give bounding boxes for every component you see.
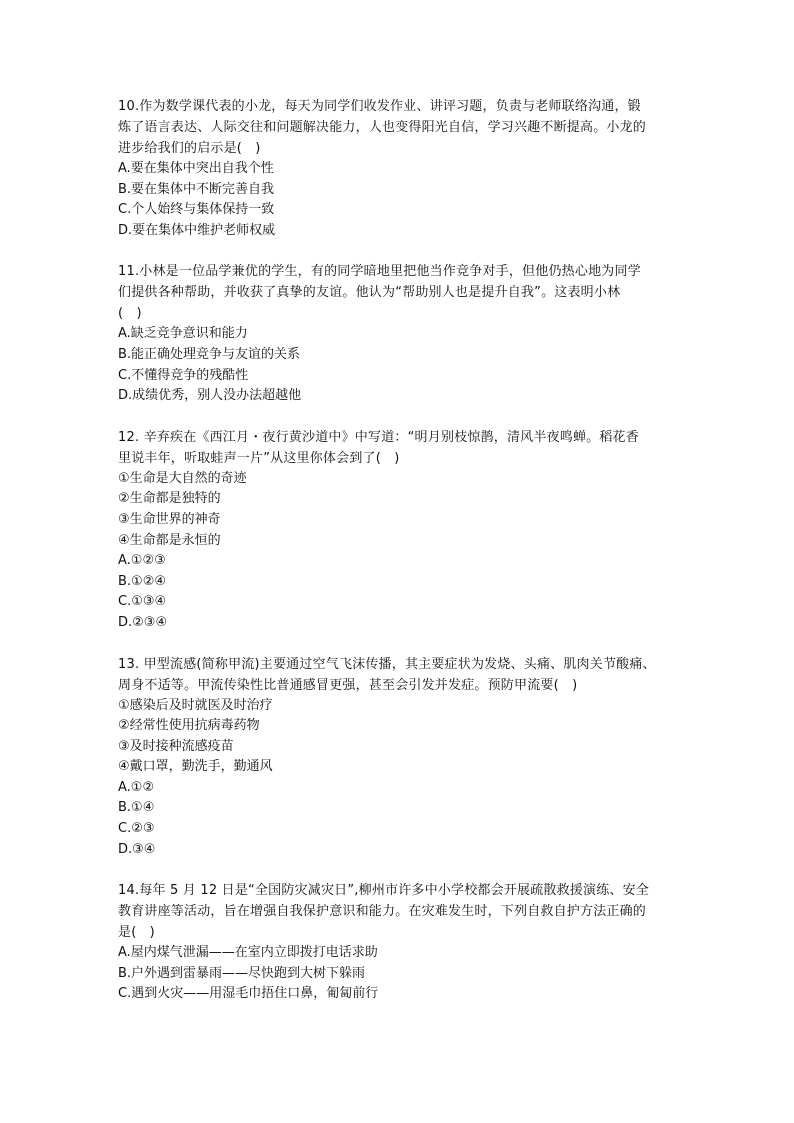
statement-3: ③及时接种流感疫苗 xyxy=(118,738,234,754)
stem-line: 14.每年 5 月 12 日是“全国防灾减灾日”,柳州市许多中小学校都会开展疏散救援演练、安全 xyxy=(118,883,650,899)
stem-line: 们提供各种帮助，并收获了真挚的友谊。他认为“帮助别人也是提升自我”。这表明小林 xyxy=(118,285,621,301)
stem-line: 炼了语言表达、人际交往和问题解决能力，人也变得阳光自信，学习兴趣不断提高。小龙的 xyxy=(118,120,647,135)
question-stem xyxy=(118,654,678,696)
statement-2: ②经常性使用抗病毒药物 xyxy=(118,718,260,734)
statement-3: ③生命世界的神奇 xyxy=(118,511,221,527)
stem-line: 周身不适等。甲流传染性比普通感冒更强，甚至会引发并发症。预防甲流要( ) xyxy=(118,677,578,693)
option-d: D.成绩优秀，别人没办法超越他 xyxy=(118,388,302,404)
question-11 xyxy=(118,261,678,406)
option-c: C.①③④ xyxy=(118,594,167,610)
stem-line: 进步给我们的启示是( ) xyxy=(118,141,261,156)
option-a: A.屋内煤气泄漏——在室内立即拨打电话求助 xyxy=(118,945,378,961)
option-a: A.要在集体中突出自我个性 xyxy=(118,161,274,176)
question-12 xyxy=(118,427,678,634)
stem-line: 是( ) xyxy=(118,925,155,941)
stem-line: 10.作为数学课代表的小龙，每天为同学们收发作业、讲评习题，负责与老师联络沟通，锻 xyxy=(118,99,641,114)
stem-line: 里说丰年，听取蛙声一片”从这里你体会到了( ) xyxy=(118,450,400,466)
option-c: C.遇到火灾——用湿毛巾捂住口鼻，匍匐前行 xyxy=(118,986,379,1002)
option-c: C.不懂得竞争的残酷性 xyxy=(118,367,249,383)
question-stem xyxy=(118,427,678,469)
option-d: D.②③④ xyxy=(118,614,168,630)
statement-1: ①生命是大自然的奇迹 xyxy=(118,470,247,486)
option-b: B.①②④ xyxy=(118,573,167,589)
option-a: A.①② xyxy=(118,779,155,795)
question-13 xyxy=(118,654,678,861)
stem-line: 12. 辛弃疾在《西江月・夜行黄沙道中》中写道：“明月别枝惊鹊，清风半夜鸣蝉。稻花香 xyxy=(118,429,639,445)
option-a: A.缺乏竞争意识和能力 xyxy=(118,326,248,342)
question-stem xyxy=(118,261,678,324)
statement-1: ①感染后及时就医及时治疗 xyxy=(118,697,273,713)
statement-2: ②生命都是独特的 xyxy=(118,491,221,507)
question-stem xyxy=(118,96,678,159)
option-b: B.要在集体中不断完善自我 xyxy=(118,181,275,197)
option-d: D.要在集体中维护老师权威 xyxy=(118,222,276,238)
statement-4: ④戴口罩，勤洗手，勤通风 xyxy=(118,759,273,775)
question-stem xyxy=(118,880,678,943)
option-b: B.能正确处理竞争与友谊的关系 xyxy=(118,346,301,362)
question-14 xyxy=(118,880,678,1005)
statement-4: ④生命都是永恒的 xyxy=(118,532,221,548)
stem-line: 教育讲座等活动，旨在增强自我保护意识和能力。在灾难发生时，下列自救自护方法正确的 xyxy=(118,904,647,920)
option-b: B.①④ xyxy=(118,800,155,816)
stem-line: 13. 甲型流感(简称甲流)主要通过空气飞沫传播，其主要症状为发烧、头痛、肌肉关节酸痛、 xyxy=(118,656,656,672)
stem-line: ( ) xyxy=(118,306,142,322)
option-c: C.个人始终与集体保持一致 xyxy=(118,202,275,218)
question-10 xyxy=(118,96,678,241)
exam-page xyxy=(118,96,678,1025)
option-b: B.户外遇到雷暴雨——尽快跑到大树下躲雨 xyxy=(118,965,366,981)
option-a: A.①②③ xyxy=(118,553,166,569)
option-c: C.②③ xyxy=(118,821,155,837)
stem-line: 11.小林是一位品学兼优的学生，有的同学暗地里把他当作竞争对手，但他仍热心地为同学 xyxy=(118,264,641,280)
option-d: D.③④ xyxy=(118,841,156,857)
